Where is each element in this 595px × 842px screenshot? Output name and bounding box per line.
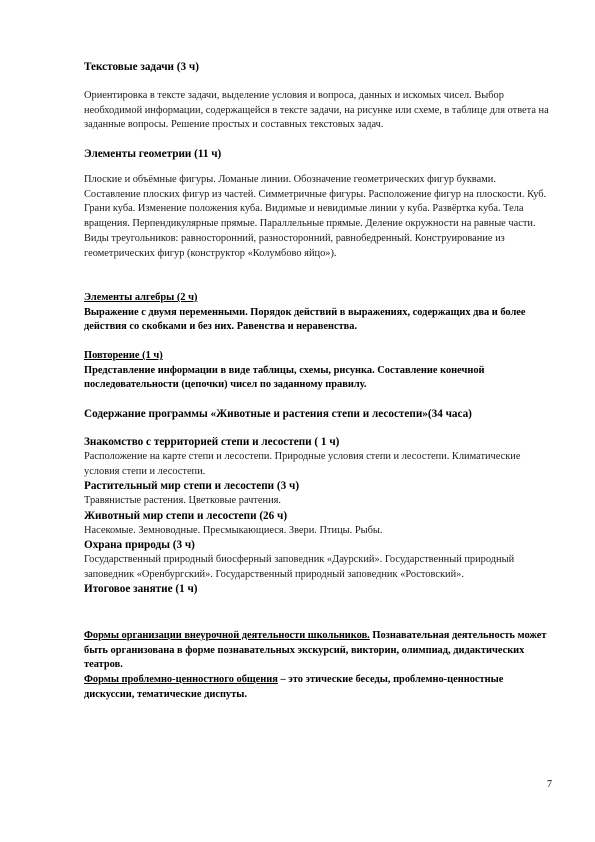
body-text: – это этические беседы, проблемно-ценностные дискуссии, тематические диспуты. xyxy=(84,674,504,700)
section-algebra xyxy=(84,291,554,335)
section-forms xyxy=(84,629,554,703)
section-geometry xyxy=(84,147,554,161)
section-heading: Элементы алгебры (2 ч) xyxy=(84,292,198,303)
paragraph xyxy=(84,673,554,702)
lead-text: Формы проблемно-ценностного общения xyxy=(84,674,278,686)
section-text-tasks xyxy=(84,60,554,74)
paragraph xyxy=(84,629,554,673)
paragraph: Представление информации в виде таблицы, схемы, рисунка. Составление конечной последовательности (цепочки) чисел по заданному правилу. xyxy=(84,364,485,391)
section-heading: Содержание программы «Животные и растения степи и лесостепи»(34 часа) xyxy=(84,408,472,420)
section-heading: Элементы геометрии (11 ч) xyxy=(84,148,222,160)
section-heading: Текстовые задачи (3 ч) xyxy=(84,61,199,73)
subsection-heading: Животный мир степи и лесостепи (26 ч) xyxy=(84,509,288,522)
section-steppe-program xyxy=(84,435,554,597)
paragraph: Насекомые. Земноводные. Пресмыкающиеся. Звери. Птицы. Рыбы. xyxy=(84,524,383,536)
paragraph: Ориентировка в тексте задачи, выделение условия и вопроса, данных и искомых чисел. Выбор необходимой информации, содержащейся в тексте задачи, на рисунке или схеме, в таблице для ответа на заданные вопросы. Решение простых и составных текстовых задач. xyxy=(84,90,549,131)
subsection-heading: Растительный мир степи и лесостепи (3 ч) xyxy=(84,480,300,493)
paragraph: Расположение на карте степи и лесостепи. Природные условия степи и лесостепи. Климатические условия степи и лесостепи. xyxy=(84,450,521,477)
section-program xyxy=(84,407,554,421)
subsection-heading: Охрана природы (3 ч) xyxy=(84,539,195,552)
section-heading: Повторение (1 ч) xyxy=(84,350,163,361)
page-number: 7 xyxy=(547,779,552,790)
subsection-heading: Знакомство с территорией степи и лесостепи ( 1 ч) xyxy=(84,436,340,448)
paragraph: Плоские и объёмные фигуры. Ломаные линии. Обозначение геометрических фигур буквами. Составление плоских фигур из частей. Симметричные фигуры. Расположение фигур на плоскости. Куб. Грани куба. Изменение положения куба. Видимые и невидимые линии у куба. Развёртка куба. Тела вращения. Перпендикулярные прямые. Параллельные прямые. Деление окружности на равные части. Виды треугольников: равносторонний, разносторонний, равнобедренный. Конструирование из геометрических фигур (конструктор «Колумбово яйцо»). xyxy=(84,174,547,259)
paragraph: Выражение с двумя переменными. Порядок действий в выражениях, содержащих два и более действия со скобками и без них. Равенства и неравенства. xyxy=(84,306,526,333)
paragraph: Травянистые растения. Цветковые рачтения. xyxy=(84,495,282,506)
section-text-tasks-body xyxy=(84,89,554,133)
lead-text: Формы организации внеурочной деятельности школьников. xyxy=(84,630,370,641)
paragraph: Государственный природный биосферный заповедник «Даурский». Государственный природный заповедник «Оренбургский». Государственный природный заповедник «Ростовский». xyxy=(84,554,515,580)
section-geometry-body xyxy=(84,173,554,261)
subsection-heading: Итоговое занятие (1 ч) xyxy=(84,583,198,596)
section-repetition xyxy=(84,349,554,393)
body-text: Познавательная деятельность может быть организована в форме познавательных экскурсий, викторин, олимпиад, дидактических театров. xyxy=(84,630,547,671)
